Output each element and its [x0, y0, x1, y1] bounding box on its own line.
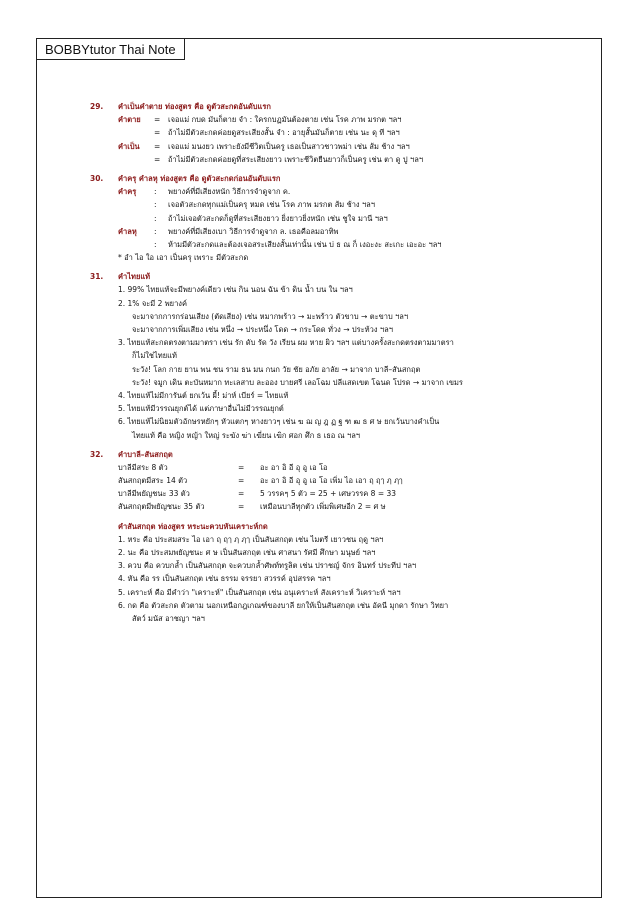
colon-sign: :	[154, 239, 157, 249]
text: ก็ไม่ใช่ไทยแท้	[132, 351, 177, 361]
text: ถ้าไม่มีตัวสะกดค่อยดูสระเสียงสั้น จำ : อายุสั้นมันก็ตาย เช่น นะ ดุ ที ฯลฯ	[168, 128, 400, 138]
row-value: อะ อา อิ อี อุ อู เอ โอ เพิ่ม ไอ เอา ฤ ฤๅ ฦ ฦๅ	[260, 476, 403, 486]
text: 3. ควบ คือ ควบกล้ำ เป็นสันสกฤต จะควบกล้ำศัพท์ทรูลิต เช่น ปราชญ์ จักร อินทร์ ประทีป ฯลฯ	[118, 561, 417, 571]
subheading	[90, 520, 600, 533]
row-value: อะ อา อิ อี อุ อู เอ โอ	[260, 462, 328, 472]
equals-sign: =	[238, 462, 245, 472]
table-row	[90, 487, 600, 500]
section-29-heading	[90, 100, 600, 113]
colon-sign: :	[154, 200, 157, 210]
text: พยางค์ที่มีเสียงหนัก วิธีการจำดูจาก ค.	[168, 187, 291, 197]
section-32-heading	[90, 448, 600, 461]
list-item	[90, 363, 600, 376]
equals-sign: =	[154, 154, 161, 164]
text-line	[90, 198, 600, 211]
colon-sign: :	[154, 226, 157, 236]
text: เจอแม่ กบด มันก็ตาย จำ : ใครกบฏมันต้องตาย เช่น โรค ภาพ มรกต ฯลฯ	[168, 115, 402, 125]
list-item	[90, 599, 600, 612]
list-item	[90, 310, 600, 323]
row-label: บาลีมีสระ 8 ตัว	[118, 462, 168, 472]
list-item	[90, 336, 600, 349]
list-item	[90, 559, 600, 572]
equals-sign: =	[238, 502, 245, 512]
brand-tag: BOBBYtutor Thai Note	[36, 38, 185, 60]
text: ไทยแท้ คือ หญิง หญ้า ใหญ่ ระฆัง ฆ่า เฆี่ยน เฆิก ศอก ศึก ธ เธอ ณ ฯลฯ	[132, 430, 361, 440]
section-number: 32.	[90, 449, 104, 459]
row-value: เหมือนบาลีทุกตัว เพิ่มพิเศษอีก 2 = ศ ษ	[260, 502, 386, 512]
text: 1. หระ คือ ประสมสระ ไอ เอา ฤ ฤๅ ฦ ฦๅ เป็นสันสกฤต เช่น ไมตรี เยาวชน ฤดู ฯลฯ	[118, 534, 384, 544]
text: 5. เคราะห์ คือ มีคำว่า "เคราะห์" เป็นสันสกฤต เช่น อนุเคราะห์ สังเคราะห์ วิเคราะห์ ฯลฯ	[118, 587, 401, 597]
text: 2. 1% จะมี 2 พยางค์	[118, 298, 187, 308]
subheading-text: คำสันสกฤต ท่องสูตร หระนะควบหันเคราะห์กด	[118, 521, 268, 531]
text: 4. ไทยแท้ไม่มีการันต์ ยกเว้น ผี้! ม่าห์ เบียร์ = ไทยแท้	[118, 390, 289, 400]
text: 6. ไทยแท้ไม่นิยมตัวอักษรหยักๆ หัวแตกๆ หางยาวๆ เช่น ฆ ฌ ญ ฎ ฏ ฐ ฑ ฒ ธ ศ ษ ยกเว้นบางคำเป็น	[118, 417, 440, 427]
row-label: บาลีมีพยัญชนะ 33 ตัว	[118, 489, 190, 499]
text-line	[90, 113, 600, 126]
list-item	[90, 297, 600, 310]
equals-sign: =	[238, 489, 245, 499]
text: สัตว์ มนัส อาชญา ฯลฯ	[132, 613, 205, 623]
text: เจอแม่ มนงยว เพราะยังมีชีวิตเป็นครู เธอเป็นสาวชาวพม่า เช่น ส้ม ช้าง ฯลฯ	[168, 141, 410, 151]
section-31-heading	[90, 270, 600, 283]
list-item	[90, 415, 600, 428]
list-item	[90, 429, 600, 442]
text: 3. ไทยแท้สะกดตรงตามมาตรา เช่น รัก ดับ รัด วัง เรียน ผม หาย ผิว ฯลฯ แต่บางครั้งสะกดตรงตามมาตรา	[118, 338, 454, 348]
list-item	[90, 572, 600, 585]
row-label: สันสกฤตมีพยัญชนะ 35 ตัว	[118, 502, 205, 512]
text: พยางค์ที่มีเสียงเบา วิธีการจำดูจาก ล. เธอคือลมอาทิพ	[168, 226, 339, 236]
text: 1. 99% ไทยแท้จะมีพยางค์เดียว เช่น กิน นอน ฉัน ข้า ดิน น้ำ บน ใน ฯลฯ	[118, 285, 353, 295]
document-body	[90, 100, 600, 625]
section-number: 31.	[90, 272, 104, 282]
equals-sign: =	[154, 141, 161, 151]
list-item	[90, 612, 600, 625]
text: 4. หัน คือ รร เป็นสันสกฤต เช่น ธรรม จรรยา สวรรค์ อุปสรรค ฯลฯ	[118, 574, 331, 584]
section-title: คำเป็นคำตาย ท่องสูตร คือ ดูตัวสะกดอันดับแรก	[118, 102, 271, 111]
section-title: คำบาลี–สันสกฤต	[118, 449, 173, 459]
text: ระวัง! จมูก เดิน ตะบันหมาก ทะเลสาบ ละออง บายศรี เลอโฉม ปลีแสดเขต โฉนด โปรด → มาจาก เขมร	[132, 377, 463, 387]
text: จะมาจากการเพิ่มเสียง เช่น หนึ่ง → ประหนึ่ง โดด → กระโดด ทั่วง → ประท้วง ฯลฯ	[132, 325, 393, 334]
term-label: คำลหุ	[118, 226, 137, 236]
text-line	[90, 238, 600, 251]
list-item	[90, 283, 600, 296]
section-number: 30.	[90, 173, 104, 183]
text-line	[90, 126, 600, 139]
text: ห้ามมีตัวสะกดและต้องเจอสระเสียงสั้นเท่านั้น เช่น บ่ ธ ณ ก็ เงอะงะ สะเกะ เอะอะ ฯลฯ	[168, 239, 442, 249]
text: 2. นะ คือ ประสมพยัญชนะ ศ ษ เป็นสันสกฤต เช่น ศาสนา รัศมี ศึกษา มนุษย์ ฯลฯ	[118, 548, 376, 557]
colon-sign: :	[154, 187, 157, 197]
term-label: คำเป็น	[118, 141, 140, 151]
text-line	[90, 153, 600, 166]
section-30-heading	[90, 172, 600, 185]
table-row	[90, 500, 600, 513]
table-row	[90, 474, 600, 487]
text-line	[90, 225, 600, 238]
equals-sign: =	[154, 115, 161, 125]
row-label: สันสกฤตมีสระ 14 ตัว	[118, 476, 188, 486]
term-label: คำครุ	[118, 187, 137, 197]
list-item	[90, 586, 600, 599]
list-item	[90, 323, 600, 336]
text: ถ้าไม่มีตัวสะกดค่อยดูที่สระเสียงยาว เพราะชีวิตยืนยาวก็เป็นครู เช่น ตา ดู ปู ฯลฯ	[168, 154, 424, 164]
note: * อำ ไอ ใอ เอา เป็นครุ เพราะ มีตัวสะกด	[118, 253, 249, 263]
table-row	[90, 461, 600, 474]
text: 5. ไทยแท้มีวรรณยุกต์ได้ แต่ภาษาอื่นไม่มีวรรณยุกต์	[118, 404, 284, 414]
list-item	[90, 402, 600, 415]
text: เจอตัวสะกดทุกแม่เป็นครุ หมด เช่น โรค ภาพ มรกต ส้ม ช้าง ฯลฯ	[168, 200, 375, 210]
term-label: คำตาย	[118, 115, 141, 125]
row-value: 5 วรรคๆ 5 ตัว = 25 + เศษวรรค 8 = 33	[260, 489, 397, 499]
text-line	[90, 212, 600, 225]
list-item	[90, 376, 600, 389]
list-item	[90, 533, 600, 546]
section-number: 29.	[90, 102, 104, 111]
colon-sign: :	[154, 213, 157, 223]
text-line	[90, 185, 600, 198]
list-item	[90, 389, 600, 402]
text-line	[90, 140, 600, 153]
list-item	[90, 546, 600, 559]
text: 6. กด คือ ตัวสะกด ตัวตาม นอกเหนือกฎเกณฑ์ของบาลี ยกให้เป็นสันสกฤต เช่น อัคนี มุกดา รักษา วิทยา	[118, 600, 449, 610]
text: ระวัง! โลก กาย ยาน พน ชน ราม ธน มน กนก วัย ชัย อภัย อาลัย → มาจาก บาลี–สันสกฤต	[132, 364, 421, 374]
text: ถ้าไม่เจอตัวสะกดก็ดูที่สระเสียงยาว ยิ่งยาวยิ่งหนัก เช่น ชูใจ มานี ฯลฯ	[168, 213, 388, 223]
text-line	[90, 251, 600, 264]
text: จะมาจากการกร่อนเสียง (ตัดเสียง) เช่น หมากพร้าว → มะพร้าว ตัวขาบ → ตะขาบ ฯลฯ	[132, 311, 409, 321]
section-title: คำไทยแท้	[118, 272, 151, 282]
section-title: คำครุ คำลหุ ท่องสูตร คือ ดูตัวสะกดก่อนอันดับแรก	[118, 173, 281, 183]
equals-sign: =	[238, 476, 245, 486]
list-item	[90, 349, 600, 362]
equals-sign: =	[154, 128, 161, 138]
